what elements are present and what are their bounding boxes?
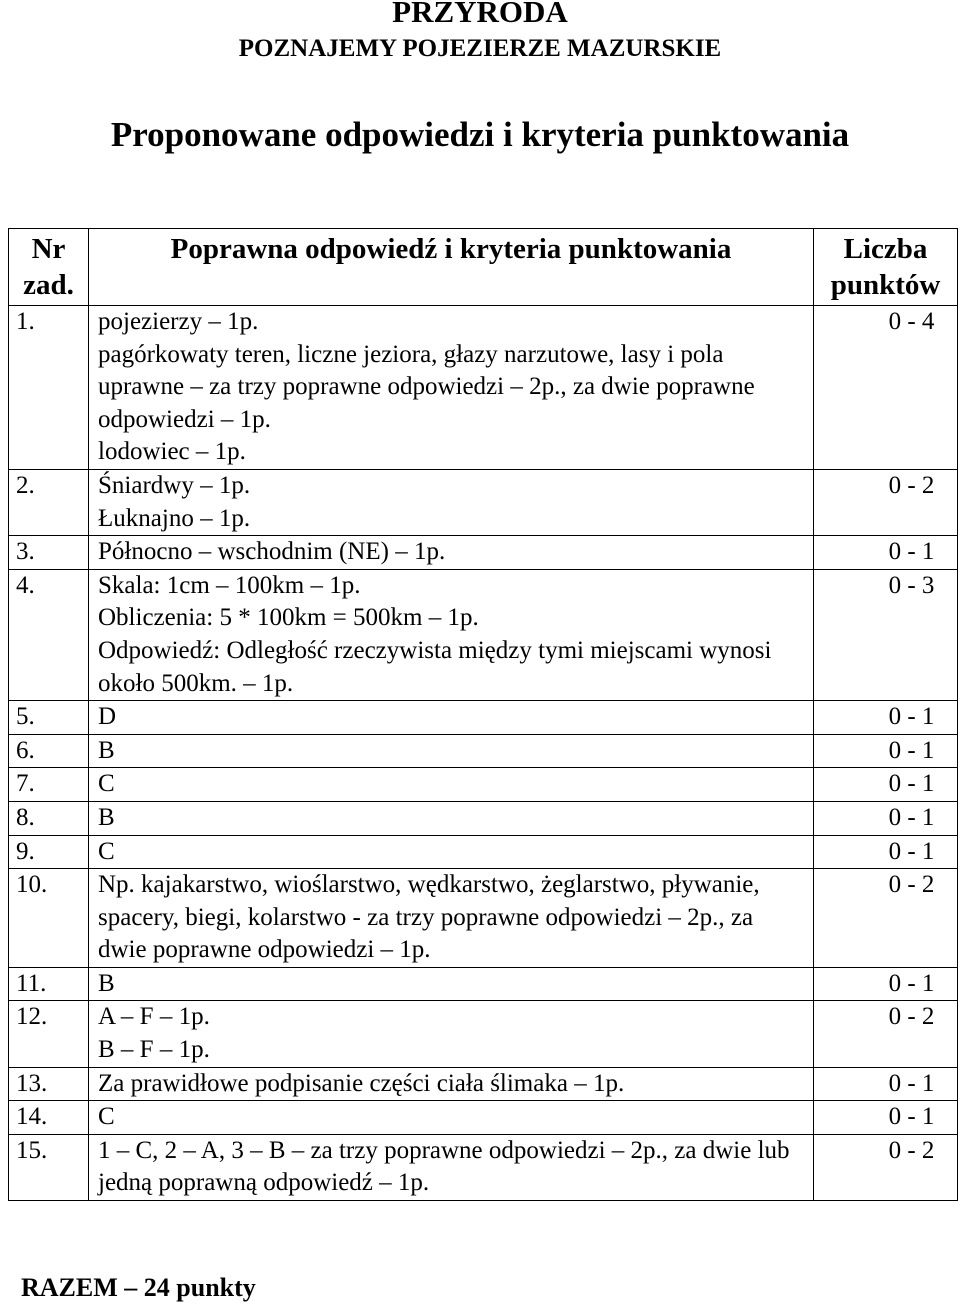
- answer-cell: [89, 701, 814, 735]
- answer-cell: [89, 1101, 814, 1135]
- answer-cell: [89, 835, 814, 869]
- task-number: 13.: [9, 1067, 89, 1101]
- table-row: [9, 967, 958, 1001]
- table-row: [9, 768, 958, 802]
- answer-line: C: [98, 770, 115, 798]
- answer-line: B: [98, 736, 115, 764]
- table-row: [9, 701, 958, 735]
- points-range: 0 - 1: [814, 801, 958, 835]
- answer-key-table: [8, 228, 958, 1201]
- points-range: 0 - 2: [814, 1001, 958, 1067]
- column-header-answer: Poprawna odpowiedź i kryteria punktowania: [89, 229, 814, 306]
- column-header-number: Nr zad.: [9, 229, 89, 306]
- column-header-points: Liczba punktów: [814, 229, 958, 306]
- answer-cell: [89, 1134, 814, 1200]
- answer-line: A – F – 1p.: [98, 1003, 210, 1031]
- task-number: 7.: [9, 768, 89, 802]
- points-range: 0 - 2: [814, 469, 958, 535]
- table-row: [9, 734, 958, 768]
- task-number: 3.: [9, 536, 89, 570]
- task-number: 6.: [9, 734, 89, 768]
- points-range: 0 - 4: [814, 306, 958, 470]
- points-range: 0 - 1: [814, 1067, 958, 1101]
- table-row: [9, 801, 958, 835]
- answer-line: Śniardwy – 1p.: [98, 471, 251, 499]
- answer-cell: [89, 469, 814, 535]
- table-row: [9, 469, 958, 535]
- answer-line: Np. kajakarstwo, wioślarstwo, wędkarstwo, żeglarstwo, pływanie, spacery, biegi, kolarstwo - za trzy poprawne odpowiedzi – 2p., za dwie poprawne odpowiedzi – 1p.: [98, 871, 760, 964]
- table-row: [9, 306, 958, 470]
- total-points: RAZEM – 24 punkty: [21, 1273, 256, 1302]
- answer-line: D: [98, 703, 117, 731]
- answer-line: Łuknajno – 1p.: [98, 504, 251, 532]
- table-row: [9, 536, 958, 570]
- task-number: 11.: [9, 967, 89, 1001]
- task-number: 15.: [9, 1134, 89, 1200]
- points-range: 0 - 1: [814, 967, 958, 1001]
- answer-line: C: [98, 1103, 115, 1131]
- answer-line: pojezierzy – 1p.: [98, 308, 259, 335]
- table-row: [9, 1001, 958, 1067]
- table-row: [9, 1134, 958, 1200]
- table-header-row: [9, 229, 958, 306]
- points-range: 0 - 2: [814, 869, 958, 968]
- answer-cell: [89, 1001, 814, 1067]
- answer-line: B – F – 1p.: [98, 1036, 210, 1064]
- points-range: 0 - 1: [814, 536, 958, 570]
- task-number: 10.: [9, 869, 89, 968]
- table-row: [9, 1101, 958, 1135]
- answer-line: lodowiec – 1p.: [98, 438, 246, 466]
- answer-line: pagórkowaty teren, liczne jeziora, głazy narzutowe, lasy i pola uprawne – za trzy poprawne odpowiedzi – 2p., za dwie poprawne odpowiedzi – 1p.: [98, 340, 755, 433]
- table-row: [9, 1067, 958, 1101]
- points-range: 0 - 1: [814, 734, 958, 768]
- document-subject: PRZYRODA: [392, 0, 568, 29]
- document-heading: Proponowane odpowiedzi i kryteria punktowania: [110, 115, 850, 154]
- answer-line: Obliczenia: 5 * 100km = 500km – 1p.: [98, 604, 479, 632]
- document-topic: POZNAJEMY POJEZIERZE MAZURSKIE: [238, 35, 722, 62]
- task-number: 4.: [9, 569, 89, 700]
- task-number: 9.: [9, 835, 89, 869]
- answer-line: C: [98, 837, 115, 865]
- answer-line: 1 – C, 2 – A, 3 – B – za trzy poprawne odpowiedzi – 2p., za dwie lub jedną poprawną odpowiedź – 1p.: [98, 1136, 790, 1197]
- answer-cell: [89, 1067, 814, 1101]
- answer-line: B: [98, 969, 115, 997]
- points-range: 0 - 1: [814, 768, 958, 802]
- points-range: 0 - 3: [814, 569, 958, 700]
- answer-line: Północno – wschodnim (NE) – 1p.: [98, 538, 446, 566]
- answer-line: Za prawidłowe podpisanie części ciała ślimaka – 1p.: [98, 1069, 625, 1097]
- points-range: 0 - 1: [814, 835, 958, 869]
- task-number: 5.: [9, 701, 89, 735]
- answer-cell: [89, 967, 814, 1001]
- points-range: 0 - 2: [814, 1134, 958, 1200]
- points-range: 0 - 1: [814, 1101, 958, 1135]
- task-number: 1.: [9, 306, 89, 470]
- answer-cell: [89, 801, 814, 835]
- points-range: 0 - 1: [814, 701, 958, 735]
- answer-cell: [89, 768, 814, 802]
- task-number: 12.: [9, 1001, 89, 1067]
- table-row: [9, 569, 958, 700]
- table-row: [9, 835, 958, 869]
- task-number: 14.: [9, 1101, 89, 1135]
- answer-line: B: [98, 803, 115, 831]
- task-number: 2.: [9, 469, 89, 535]
- answer-line: Skala: 1cm – 100km – 1p.: [98, 571, 361, 599]
- answer-cell: [89, 306, 814, 470]
- answer-cell: [89, 536, 814, 570]
- task-number: 8.: [9, 801, 89, 835]
- answer-line: Odpowiedź: Odległość rzeczywista między tymi miejscami wynosi około 500km. – 1p.: [98, 636, 772, 697]
- answer-cell: [89, 869, 814, 968]
- answer-cell: [89, 569, 814, 700]
- table-row: [9, 869, 958, 968]
- answer-cell: [89, 734, 814, 768]
